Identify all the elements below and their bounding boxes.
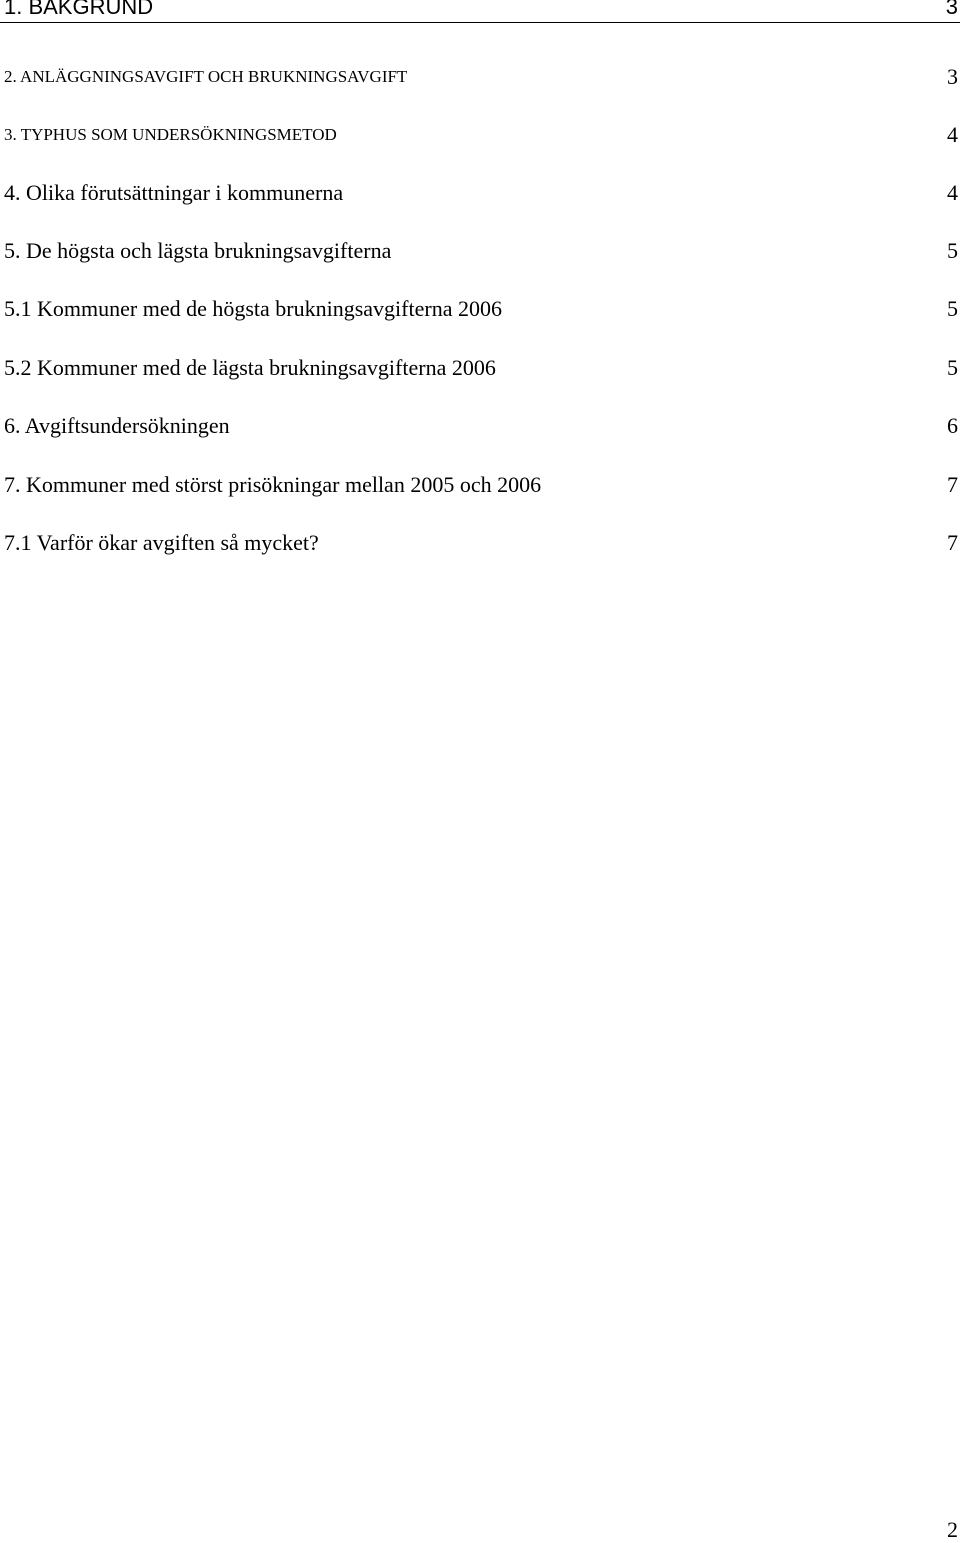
toc-entry-page: 3 [944, 0, 958, 22]
toc-entry-label: 6. Avgiftsundersökningen [4, 413, 230, 438]
toc-entry[interactable] [0, 236, 960, 266]
toc-entry[interactable] [0, 411, 960, 441]
toc-entry-page: 6 [947, 413, 958, 438]
toc-entry[interactable] [0, 178, 960, 208]
toc-entry-page: 5 [947, 296, 958, 321]
toc-entry-label: 1. BAKGRUND [4, 0, 155, 22]
toc-entry-label: 5.1 Kommuner med de högsta brukningsavgifterna 2006 [4, 296, 502, 321]
toc-entry-page: 4 [947, 122, 958, 147]
toc-entry-page: 7 [947, 530, 958, 555]
toc-entry-label: 5.2 Kommuner med de lägsta brukningsavgifterna 2006 [4, 355, 496, 380]
toc-entry-page: 5 [947, 238, 958, 263]
toc-entry[interactable] [0, 353, 960, 383]
toc-entry-label: 5. De högsta och lägsta brukningsavgifterna [4, 238, 392, 263]
toc-entry[interactable] [0, 62, 960, 92]
toc-entry-page: 4 [947, 180, 958, 205]
toc-entry-page: 7 [947, 472, 958, 497]
toc-entry[interactable] [0, 470, 960, 500]
toc-entry-label: 4. Olika förutsättningar i kommunerna [4, 180, 344, 205]
toc-entry-label: 2. ANLÄGGNINGSAVGIFT OCH BRUKNINGSAVGIFT [4, 67, 408, 86]
toc-entry-label: 3. TYPHUS SOM UNDERSÖKNINGSMETOD [4, 125, 337, 144]
toc-entry[interactable] [0, 294, 960, 324]
toc-underline [0, 22, 960, 23]
toc-entry-page: 5 [947, 355, 958, 380]
toc-entry-label: 7.1 Varför ökar avgiften så mycket? [4, 530, 319, 555]
toc-entry[interactable] [0, 0, 960, 30]
page-number: 2 [947, 1517, 958, 1542]
toc-entry[interactable] [0, 528, 960, 558]
toc-entry[interactable] [0, 120, 960, 150]
toc-entry-label: 7. Kommuner med störst prisökningar mellan 2005 och 2006 [4, 472, 542, 497]
toc-entry-page: 3 [947, 64, 958, 89]
